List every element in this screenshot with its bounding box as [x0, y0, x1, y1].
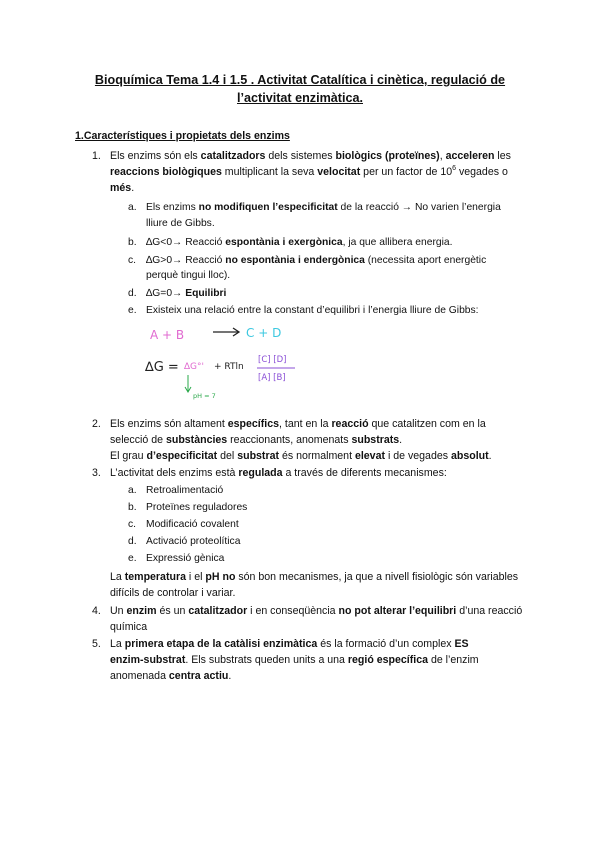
item-2-number: 2.	[92, 418, 101, 430]
item-5-line-1: La primera etapa de la catàlisi enzimàtica és la formació d’un complex ES	[110, 638, 469, 650]
item-3a-letter: a.	[128, 485, 137, 496]
standard-free-energy-term: ∆G°'	[184, 362, 204, 372]
item-3-after-line-1: La temperatura i el pH no són bon mecanismes, ja que a nivell fisiològic són variables	[110, 571, 519, 583]
item-5-number: 5.	[92, 638, 101, 650]
item-1b-letter: b.	[128, 237, 137, 248]
item-2-line-1: Els enzims són altament específics, tant en la reacció que catalitzen com en la	[110, 418, 486, 430]
item-1a-line-2: lliure de Gibbs.	[146, 218, 215, 229]
item-3b-letter: b.	[128, 502, 137, 513]
reaction-products: C + D	[246, 326, 282, 340]
item-3-line-1: L’activitat dels enzims està regulada a través de diferents mecanismes:	[110, 467, 447, 479]
title-line-1: Bioquímica Tema 1.4 i 1.5 . Activitat Catalítica i cinètica, regulació de	[94, 73, 506, 87]
item-4-line-1: Un enzim és un catalitzador i en conseqüència no pot alterar l’equilibri d’una reacció	[110, 605, 523, 617]
fraction-numerator: [C] [D]	[258, 355, 287, 365]
item-4-line-2: química	[110, 621, 148, 633]
item-3-after-line-2: difícils de controlar i variar.	[110, 587, 236, 599]
ph-note: pH = 7	[193, 392, 216, 400]
item-1c-letter: c.	[128, 255, 137, 266]
item-1c-line-2: perquè tingui lloc).	[146, 270, 231, 281]
reaction-reactants: A + B	[150, 328, 185, 342]
delta-g-label: ∆G =	[145, 360, 179, 375]
item-3-number: 3.	[92, 467, 101, 479]
item-3a-text: Retroalimentació	[146, 485, 224, 496]
item-5-line-3: anomenada centra actiu.	[110, 670, 232, 682]
item-3c-letter: c.	[128, 519, 137, 530]
item-1d-line-1: ∆G=0→ Equilibri	[146, 288, 227, 299]
item-2-line-3: El grau d’especificitat del substrat és normalment elevat i de vegades absolut.	[110, 450, 492, 462]
item-1a-line-1: Els enzims no modifiquen l’especificitat de la reacció → No varien l’energia	[146, 202, 501, 213]
item-4-number: 4.	[92, 605, 101, 617]
item-5-line-2: enzim-substrat. Els substrats queden units a una regió específica de l’enzim	[110, 654, 479, 666]
section-heading: 1.Característiques i propietats dels enzims	[75, 130, 290, 142]
item-1c-line-1: ∆G>0→ Reacció no espontània i endergònica (necessita aport energètic	[146, 255, 487, 266]
item-3e-letter: e.	[128, 553, 137, 564]
item-1b-line-1: ∆G<0→ Reacció espontània i exergònica, ja que allibera energia.	[146, 237, 453, 248]
item-1a-letter: a.	[128, 202, 137, 213]
item-1-line-1: Els enzims són els catalitzadors dels sistemes biològics (proteïnes), acceleren les	[110, 150, 511, 162]
item-1d-letter: d.	[128, 288, 137, 299]
item-1-number: 1.	[92, 150, 101, 162]
fraction-denominator: [A] [B]	[258, 373, 286, 383]
item-3e-text: Expressió gènica	[146, 553, 225, 564]
item-3c-text: Modificació covalent	[146, 519, 239, 530]
item-3d-letter: d.	[128, 536, 137, 547]
item-3d-text: Activació proteolítica	[146, 536, 241, 547]
rtln-term: + RTln	[214, 362, 244, 372]
title-line-2: l’activitat enzimàtica.	[237, 91, 363, 105]
item-3b-text: Proteïnes reguladores	[146, 502, 248, 513]
item-1e-line-1: Existeix una relació entre la constant d’equilibri i l’energia lliure de Gibbs:	[146, 305, 479, 316]
item-2-line-2: selecció de substàncies reaccionants, anomenats substrats.	[110, 434, 403, 446]
item-1e-letter: e.	[128, 305, 137, 316]
item-1-line-2: reaccions biològiques multiplicant la seva velocitat per un factor de $10^6$ vegades o	[110, 165, 508, 178]
item-1-line-3: més.	[110, 182, 135, 194]
